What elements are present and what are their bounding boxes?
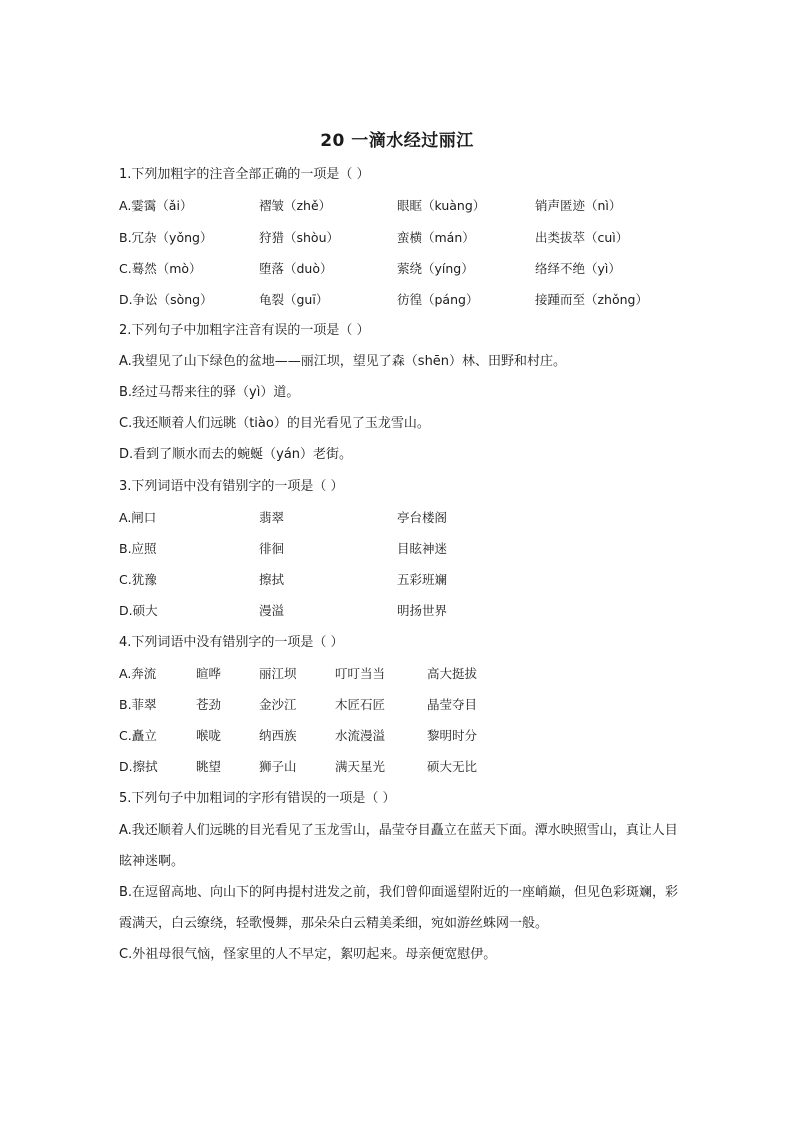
option-cell: 出类拔萃（cuì） [535, 230, 629, 245]
option-cell: 接踵而至（zhǒng） [535, 292, 648, 307]
option-cell: 蛮横（mán） [397, 230, 475, 245]
question-2-stem: 2.下列句子中加粗字注音有误的一项是（ ） [119, 323, 370, 338]
option-cell: 金沙江 [259, 697, 297, 712]
option-cell: 目眩神迷 [397, 541, 448, 556]
option-cell: 狩猎（shòu） [259, 230, 340, 245]
option-cell: 堕落（duò） [259, 261, 333, 276]
option-cell: D.擦拭 [119, 759, 158, 774]
option-cell: 暄哗 [196, 666, 222, 681]
option-cell: A.闸口 [119, 510, 157, 525]
option-cell: B.应照 [119, 541, 157, 556]
option-cell: 木匠石匠 [335, 697, 386, 712]
option-cell: 叮叮当当 [335, 666, 386, 681]
option-cell: C.矗立 [119, 728, 157, 743]
option-cell: C.犹豫 [119, 572, 157, 587]
option-cell: 硕大无比 [427, 759, 478, 774]
question-5-option-a: A.我还顺着人们远眺的目光看见了玉龙雪山，晶莹夺目矗立在蓝天下面。潭水映照雪山，真让人目眩神迷啊。 [119, 823, 678, 869]
option-cell: 萦绕（yíng） [397, 261, 474, 276]
option-cell: 高大挺拔 [427, 666, 478, 681]
question-5-stem: 5.下列句子中加粗词的字形有错误的一项是（ ） [119, 791, 396, 806]
question-3-stem: 3.下列词语中没有错别字的一项是（ ） [119, 479, 344, 494]
option-cell: 翡翠 [259, 510, 285, 525]
option-cell: 徘徊 [259, 541, 285, 556]
option-cell: 眺望 [196, 759, 222, 774]
option-cell: 水流漫溢 [335, 728, 386, 743]
option-cell: 亭台楼阁 [397, 510, 448, 525]
option-cell: 擦拭 [259, 572, 285, 587]
option-cell: 纳西族 [259, 728, 297, 743]
question-4-stem: 4.下列词语中没有错别字的一项是（ ） [119, 635, 344, 650]
option-cell: 黎明时分 [427, 728, 478, 743]
option-cell: 明扬世界 [397, 603, 448, 618]
option-cell: 晶莹夺目 [427, 697, 478, 712]
question-5-option-b: B.在逗留高地、向山下的阿冉提村进发之前，我们曾仰面遥望附近的一座峭巅，但见色彩斑斓，彩霞满天，白云缭绕，轻歌慢舞，那朵朵白云精美柔细，宛如游丝蛛网一般。 [119, 885, 679, 931]
question-5-option-c: C.外祖母很气恼，怪家里的人不早定，絮叨起来。母亲便宽慰伊。 [119, 947, 497, 962]
option-cell: 狮子山 [259, 759, 297, 774]
option-cell: C.蓦然（mò） [119, 261, 202, 276]
question-2-option-d: D.看到了顺水而去的蜿蜒（yán）老街。 [119, 447, 353, 462]
option-cell: 彷徨（páng） [397, 292, 479, 307]
option-cell: D.硕大 [119, 603, 158, 618]
option-cell: A.奔流 [119, 666, 157, 681]
question-1-stem: 1.下列加粗字的注音全部正确的一项是（ ） [119, 167, 370, 182]
option-cell: 苍劲 [196, 697, 222, 712]
option-cell: A.霎霭（ǎi） [119, 198, 193, 213]
option-cell: 龟裂（guī） [259, 292, 329, 307]
option-cell: 漫溢 [259, 603, 285, 618]
option-cell: 喉咙 [196, 728, 222, 743]
page-title: 20 一滴水经过丽江 [320, 131, 474, 151]
option-cell: B.菲翠 [119, 697, 157, 712]
option-cell: 褶皱（zhě） [259, 198, 332, 213]
option-cell: B.冗杂（yǒng） [119, 230, 213, 245]
option-cell: D.争讼（sòng） [119, 292, 213, 307]
question-2-option-b: B.经过马帮来往的驿（yì）道。 [119, 385, 300, 400]
option-cell: 络绎不绝（yì） [535, 261, 621, 276]
question-2-option-c: C.我还顺着人们远眺（tiào）的目光看见了玉龙雪山。 [119, 416, 430, 431]
option-cell: 销声匿迹（nì） [535, 198, 622, 213]
option-cell: 五彩班斓 [397, 572, 448, 587]
option-cell: 丽江坝 [259, 666, 297, 681]
option-cell: 眼眶（kuàng） [397, 198, 486, 213]
question-2-option-a: A.我望见了山下绿色的盆地——丽江坝，望见了森（shēn）林、田野和村庄。 [119, 354, 567, 369]
option-cell: 满天星光 [335, 759, 386, 774]
